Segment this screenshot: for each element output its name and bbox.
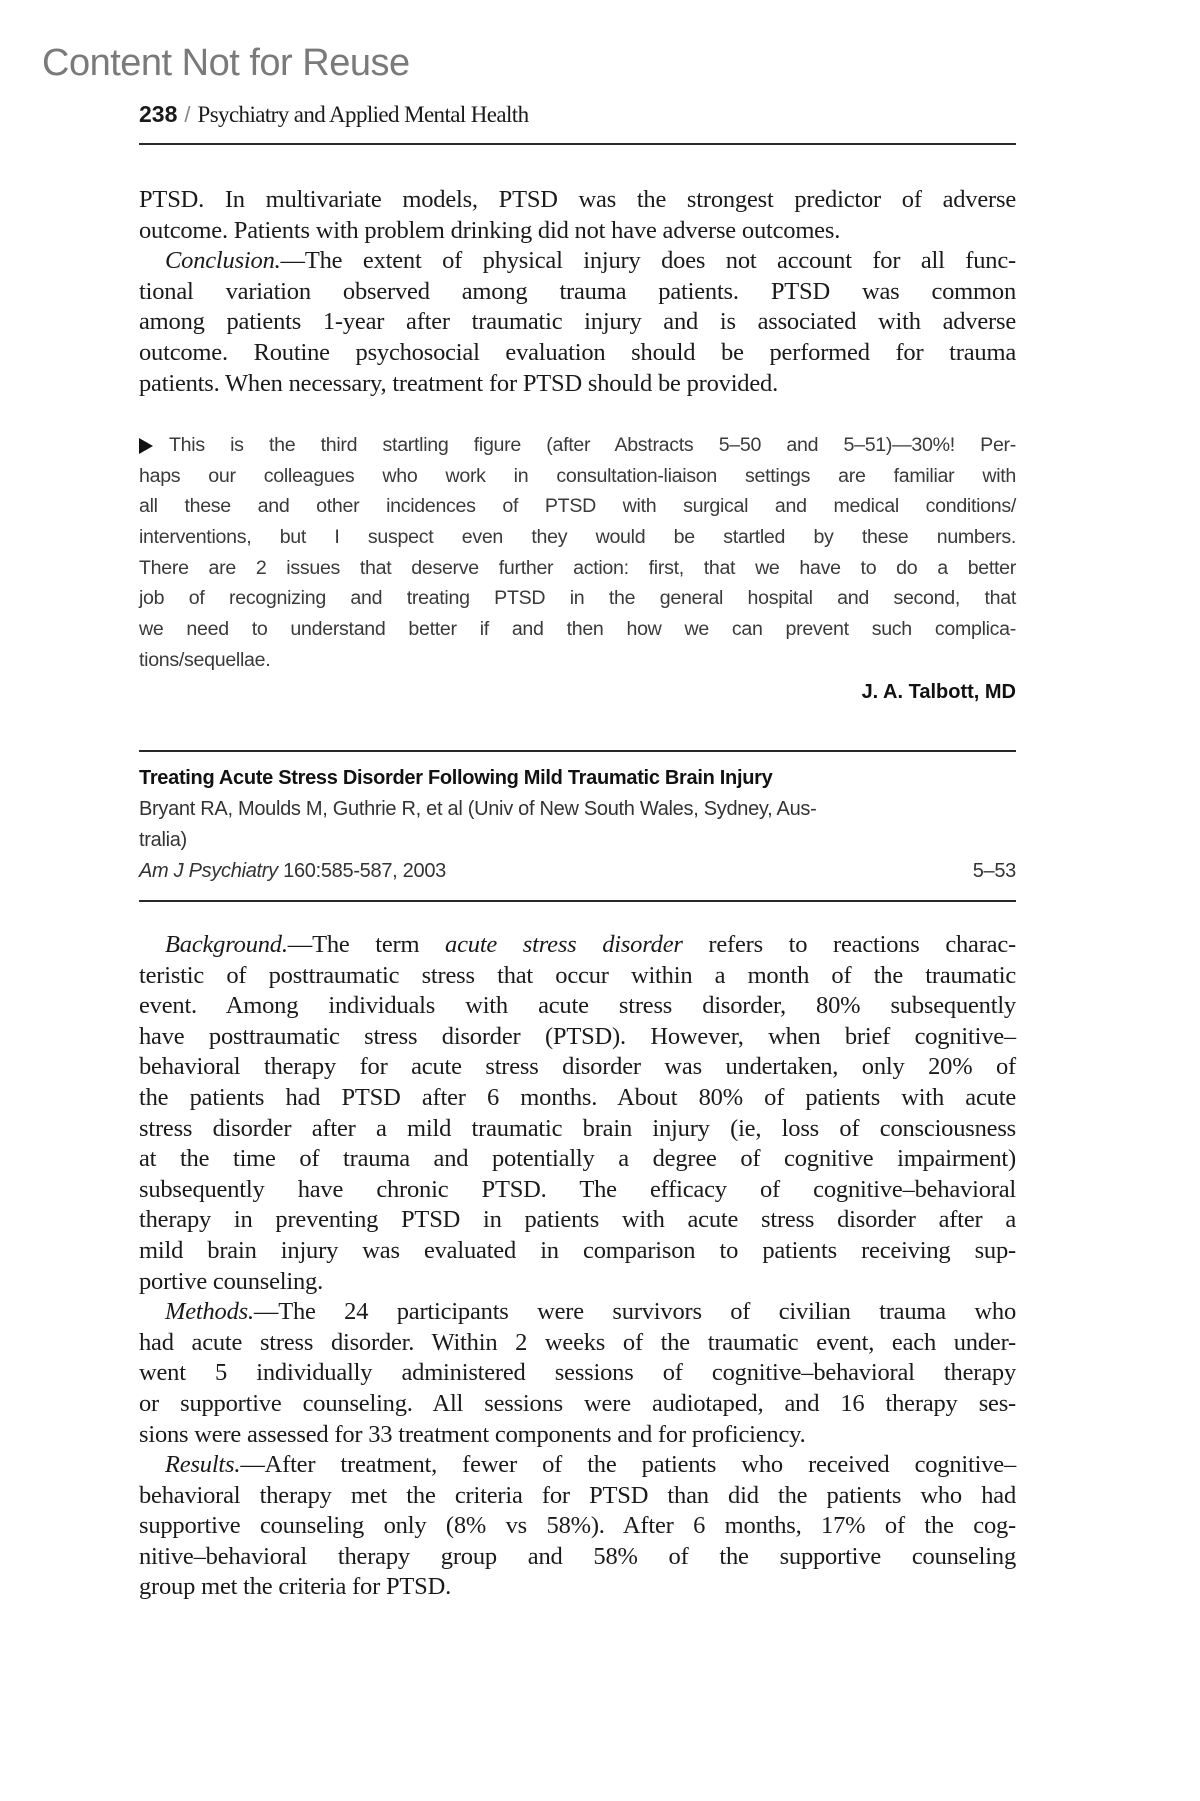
commentary-text: There are 2 issues that deserve further action: first, that we have to do a better bbox=[139, 556, 1016, 579]
article-title: Treating Acute Stress Disorder Following Mild Traumatic Brain Injury bbox=[139, 767, 773, 789]
text-run: —The extent of physical injury does not account for all func- bbox=[280, 247, 1016, 275]
commentary-line bbox=[139, 461, 1016, 492]
commentary-text: we need to understand better if and then how we can prevent such complica- bbox=[139, 618, 1016, 641]
arrow-right-icon bbox=[139, 438, 153, 454]
text-line bbox=[139, 1144, 1016, 1175]
commentary-text: This is the third startling figure (after Abstracts 5–50 and 5–51)—30%! Per- bbox=[169, 434, 1016, 456]
text-line bbox=[139, 1205, 1016, 1236]
text-run: nitive–behavioral therapy group and 58% of the supportive counseling bbox=[139, 1542, 1016, 1570]
commentary-line bbox=[139, 583, 1016, 614]
text-run: the patients had PTSD after 6 months. About 80% of patients with acute bbox=[139, 1083, 1016, 1111]
commentary-line bbox=[139, 614, 1016, 645]
text-run: group met the criteria for PTSD. bbox=[139, 1573, 452, 1601]
commentary-text: tions/sequellae. bbox=[139, 648, 271, 671]
text-run: portive counseling. bbox=[139, 1267, 323, 1295]
text-line bbox=[139, 1542, 1016, 1573]
text-line bbox=[139, 216, 1016, 247]
editor-commentary bbox=[139, 430, 1016, 676]
text-run: outcome. Patients with problem drinking did not have adverse outcomes. bbox=[139, 216, 841, 244]
article-abstract-text bbox=[139, 930, 1016, 1603]
text-run: —The 24 participants were survivors of civilian trauma who bbox=[253, 1298, 1016, 1326]
text-line bbox=[139, 1114, 1016, 1145]
journal-name: Am J Psychiatry bbox=[139, 860, 278, 882]
commentary-line bbox=[139, 553, 1016, 584]
page-number: 238 bbox=[139, 101, 178, 127]
text-run: event. Among individuals with acute stress disorder, 80% subsequently bbox=[139, 992, 1016, 1020]
text-line bbox=[139, 930, 1016, 961]
text-line bbox=[139, 277, 1016, 308]
text-line bbox=[139, 1267, 1016, 1298]
citation bbox=[139, 856, 446, 887]
text-run: or supportive counseling. All sessions were audiotaped, and 16 therapy ses- bbox=[139, 1389, 1016, 1417]
text-run: had acute stress disorder. Within 2 weeks of the traumatic event, each under- bbox=[139, 1328, 1016, 1356]
commentary-author: J. A. Talbott, MD bbox=[861, 681, 1016, 703]
text-run: behavioral therapy met the criteria for PTSD than did the patients who had bbox=[139, 1481, 1016, 1509]
commentary-text: haps our colleagues who work in consultation-liaison settings are familiar with bbox=[139, 464, 1016, 487]
text-run: refers to reactions charac- bbox=[682, 931, 1016, 958]
italic-run: Conclusion. bbox=[165, 247, 281, 275]
text-line bbox=[139, 1572, 1016, 1603]
text-run: have posttraumatic stress disorder (PTSD). However, when brief cognitive– bbox=[139, 1022, 1016, 1050]
text-line bbox=[139, 1328, 1016, 1359]
commentary-line bbox=[139, 430, 1016, 461]
text-line bbox=[139, 1083, 1016, 1114]
text-line bbox=[139, 185, 1016, 216]
text-run: at the time of trauma and potentially a degree of cognitive impairment) bbox=[139, 1145, 1016, 1173]
text-run: PTSD. In multivariate models, PTSD was the strongest predictor of adverse bbox=[139, 186, 1016, 213]
text-run: tional variation observed among trauma patients. PTSD was common bbox=[139, 277, 1016, 305]
text-run: stress disorder after a mild traumatic brain injury (ie, loss of consciousness bbox=[139, 1114, 1016, 1142]
citation-volume: 160:585-587, 2003 bbox=[277, 860, 446, 882]
text-run: behavioral therapy for acute stress disorder was undertaken, only 20% of bbox=[139, 1053, 1016, 1081]
citation-row bbox=[139, 856, 1016, 887]
commentary-line bbox=[139, 522, 1016, 553]
running-head bbox=[139, 101, 529, 129]
text-run: —After treatment, fewer of the patients who received cognitive– bbox=[240, 1451, 1016, 1479]
commentary-text: interventions, but I suspect even they would be startled by these numbers. bbox=[139, 526, 1016, 549]
text-run: mild brain injury was evaluated in comparison to patients receiving sup- bbox=[139, 1236, 1016, 1264]
text-run: went 5 individually administered sessions of cognitive–behavioral therapy bbox=[139, 1359, 1016, 1387]
text-run: sions were assessed for 33 treatment components and for proficiency. bbox=[139, 1420, 806, 1448]
text-line bbox=[139, 246, 1016, 277]
text-run: subsequently have chronic PTSD. The efficacy of cognitive–behavioral bbox=[139, 1175, 1016, 1203]
article-top-rule bbox=[139, 750, 1016, 752]
text-line bbox=[139, 1420, 1016, 1451]
text-line bbox=[139, 1236, 1016, 1267]
text-run: among patients 1-year after traumatic injury and is associated with adverse bbox=[139, 308, 1016, 336]
text-line bbox=[139, 991, 1016, 1022]
text-line bbox=[139, 1175, 1016, 1206]
italic-run: Background. bbox=[165, 931, 288, 958]
article-reference bbox=[139, 763, 1016, 887]
text-line bbox=[139, 1022, 1016, 1053]
italic-run: Methods. bbox=[165, 1298, 254, 1326]
article-authors-cont: tralia) bbox=[139, 829, 187, 851]
article-authors: Bryant RA, Moulds M, Guthrie R, et al (Univ of New South Wales, Sydney, Aus- bbox=[139, 798, 817, 820]
watermark: Content Not for Reuse bbox=[42, 42, 410, 84]
text-run: supportive counseling only (8% vs 58%). After 6 months, 17% of the cog- bbox=[139, 1512, 1016, 1540]
text-line bbox=[139, 1450, 1016, 1481]
text-line bbox=[139, 961, 1016, 992]
abstract-number: 5–53 bbox=[972, 860, 1016, 882]
text-line bbox=[139, 369, 1016, 400]
italic-run: Results. bbox=[165, 1451, 241, 1479]
text-line bbox=[139, 1511, 1016, 1542]
text-run: teristic of posttraumatic stress that occur within a month of the traumatic bbox=[139, 961, 1016, 989]
text-line bbox=[139, 1358, 1016, 1389]
article-bottom-rule bbox=[139, 900, 1016, 902]
text-line bbox=[139, 307, 1016, 338]
text-run: therapy in preventing PTSD in patients with acute stress disorder after a bbox=[139, 1206, 1016, 1234]
header-rule bbox=[139, 143, 1016, 145]
text-line bbox=[139, 1389, 1016, 1420]
journal-title: Psychiatry and Applied Mental Health bbox=[197, 102, 529, 127]
text-line bbox=[139, 1052, 1016, 1083]
text-run: patients. When necessary, treatment for PTSD should be provided. bbox=[139, 369, 779, 397]
commentary-text: job of recognizing and treating PTSD in the general hospital and second, that bbox=[139, 587, 1016, 610]
separator: / bbox=[184, 102, 191, 127]
text-line bbox=[139, 338, 1016, 369]
italic-run: acute stress disorder bbox=[445, 931, 683, 958]
text-line bbox=[139, 1481, 1016, 1512]
text-run: outcome. Routine psychosocial evaluation should be performed for trauma bbox=[139, 338, 1016, 366]
commentary-line bbox=[139, 491, 1016, 522]
commentary-line bbox=[139, 645, 1016, 676]
previous-abstract-text bbox=[139, 185, 1016, 399]
text-run: —The term bbox=[287, 931, 446, 958]
text-line bbox=[139, 1297, 1016, 1328]
commentary-text: all these and other incidences of PTSD with surgical and medical conditions/ bbox=[139, 495, 1016, 518]
